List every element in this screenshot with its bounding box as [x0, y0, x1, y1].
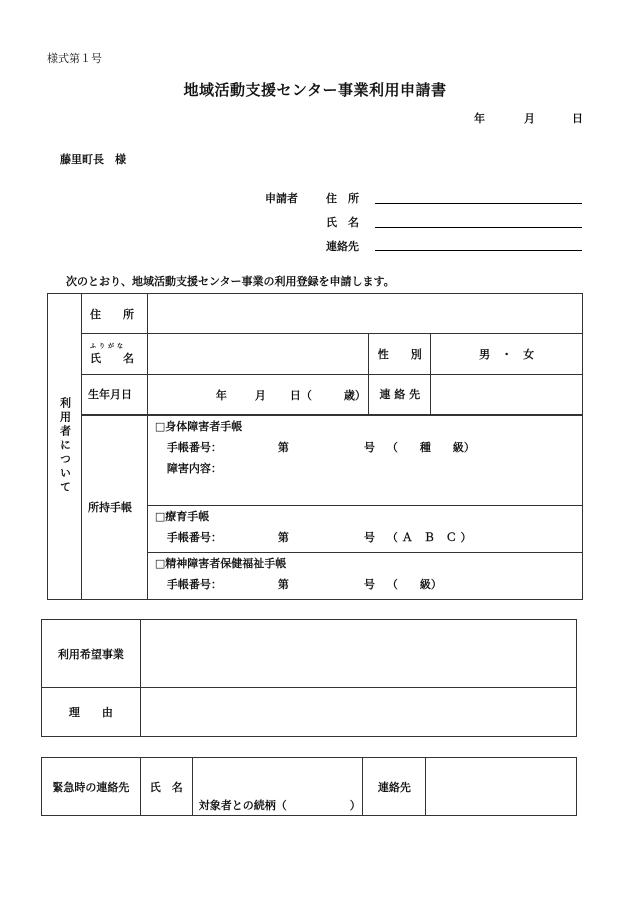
- page-title: 地域活動支援センター事業利用申請書: [183, 81, 447, 99]
- handbook-mental-dai: 第: [277, 577, 289, 591]
- user-contact-field[interactable]: [431, 375, 583, 415]
- handbook-label: 所持手帳: [81, 415, 147, 600]
- handbook-physical-number-label: 手帳番号：: [166, 440, 222, 454]
- handbook-rehab: [148, 506, 582, 553]
- handbook-physical-go: 号: [363, 440, 375, 454]
- handbook-rehab-go: 号: [363, 530, 375, 544]
- applicant-contact-field[interactable]: [375, 250, 582, 251]
- handbook-physical-dai: 第: [277, 440, 289, 454]
- intro-text: 次のとおり、地域活動支援センター事業の利用登録を申請します。: [66, 275, 395, 288]
- user-name-field[interactable]: [147, 334, 368, 375]
- gender-options[interactable]: 男 ・ 女: [431, 334, 583, 375]
- handbook-physical-grade: （ 種 級）: [386, 440, 475, 454]
- emergency-label: 緊急時の連絡先: [42, 758, 141, 816]
- handbook-physical-title[interactable]: □身体障害者手帳: [154, 419, 243, 433]
- emergency-contact-field[interactable]: [426, 758, 577, 816]
- user-section-side-label: 利用者について: [48, 294, 82, 600]
- birth-day-label: 日（: [289, 389, 312, 403]
- reason-field[interactable]: [140, 688, 576, 737]
- form-number: 様式第１号: [47, 52, 102, 65]
- date-month-label: 月: [524, 112, 535, 125]
- emergency-name-label: 氏 名: [140, 758, 192, 816]
- date-year-label: 年: [474, 112, 485, 125]
- handbook-mental-go: 号: [363, 577, 375, 591]
- handbook-physical: [148, 416, 582, 506]
- user-name-label: 氏 名: [89, 351, 134, 365]
- user-address-field[interactable]: [147, 294, 582, 334]
- birth-year-label: 年: [215, 389, 227, 403]
- handbook-mental: [148, 553, 582, 599]
- handbook-cell: [147, 415, 582, 600]
- applicant-address-field[interactable]: [375, 203, 582, 204]
- emergency-table: [41, 757, 577, 816]
- handbook-physical-disability-label: 障害内容：: [166, 461, 222, 475]
- user-address-label: 住 所: [81, 294, 147, 334]
- applicant-name-label: 氏 名: [326, 216, 359, 229]
- emergency-contact-label: 連絡先: [363, 758, 426, 816]
- handbook-mental-grade: （ 級）: [386, 577, 442, 591]
- relation-label: 対象者との続柄（: [198, 799, 287, 812]
- birthdate-field[interactable]: [147, 375, 368, 415]
- handbook-rehab-title[interactable]: □療育手帳: [154, 509, 210, 523]
- applicant-name-field[interactable]: [375, 227, 582, 228]
- service-table: [41, 619, 577, 737]
- applicant-contact-label: 連絡先: [326, 240, 359, 253]
- reason-label: 理 由: [42, 688, 141, 737]
- gender-label: 性 別: [369, 334, 431, 375]
- birth-month-label: 月: [254, 389, 266, 403]
- user-info-table: [47, 293, 583, 600]
- desired-service-label: 利用希望事業: [42, 620, 141, 688]
- handbook-rehab-grade: （ Ａ Ｂ Ｃ ）: [386, 530, 472, 544]
- handbook-rehab-number-label: 手帳番号：: [166, 530, 222, 544]
- handbook-mental-title[interactable]: □精神障害者保健福祉手帳: [154, 556, 287, 570]
- applicant-address-label: 住 所: [326, 192, 359, 205]
- user-name-label-cell: [81, 334, 147, 375]
- handbook-rehab-dai: 第: [277, 530, 289, 544]
- name-ruby: ふりがな: [89, 342, 126, 350]
- birthdate-label: 生年月日: [81, 375, 147, 415]
- user-contact-label: 連 絡 先: [369, 375, 431, 415]
- emergency-name-field[interactable]: [192, 758, 363, 816]
- date-day-label: 日: [572, 112, 583, 125]
- applicant-heading: 申請者: [265, 192, 298, 205]
- relation-close: ）: [349, 799, 361, 812]
- birth-age-label: 歳）: [343, 389, 366, 403]
- addressee: 藤里町長 様: [60, 153, 126, 166]
- handbook-mental-number-label: 手帳番号：: [166, 577, 222, 591]
- desired-service-field[interactable]: [140, 620, 576, 688]
